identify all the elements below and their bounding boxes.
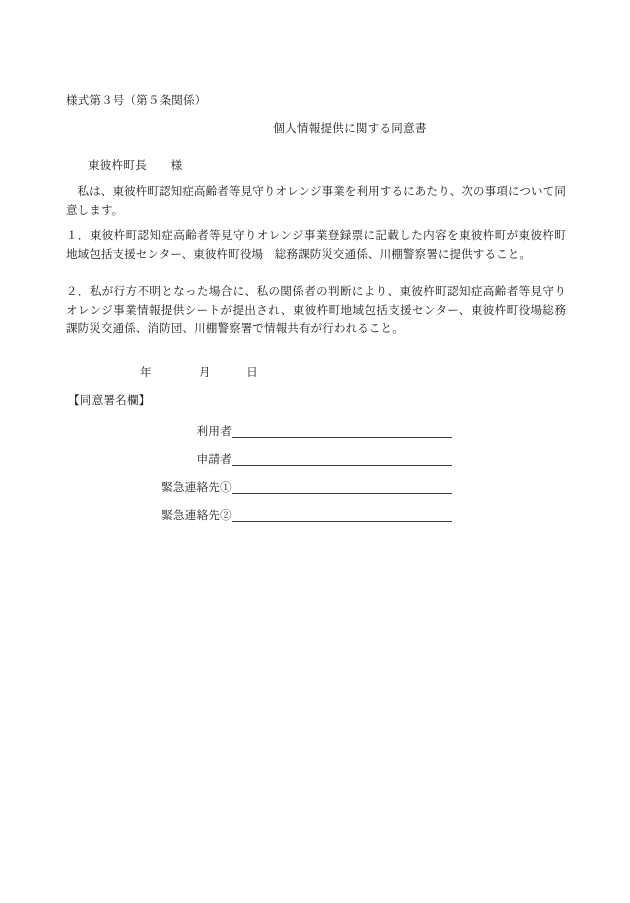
signature-row-applicant [0, 440, 630, 468]
signature-row-emergency-contact-1 [0, 468, 630, 496]
signature-write-line-applicant[interactable] [232, 464, 452, 466]
intro-paragraph: 私は、東彼杵町認知症高齢者等見守りオレンジ事業を利用するにあたり、次の事項について同意します。 [66, 184, 566, 217]
signature-field-list [0, 412, 630, 524]
signature-write-line-emergency-contact-1[interactable] [232, 492, 452, 494]
signature-label-applicant: 申請者 [196, 452, 232, 467]
date-line: 年 月 日 [140, 365, 258, 379]
addressee-line: 東彼杵町長 様 [88, 158, 183, 172]
signature-section-heading: 【同意署名欄】 [68, 393, 151, 407]
clause-item-2: ２．私が行方不明となった場合に、私の関係者の判断により、東彼杵町認知症高齢者等見守りオレンジ事業情報提供シートが提出され、東彼杵町地域包括支援センター、東彼杵町役場総務課防災交通係、消防団、川棚警察署で情報共有が行われること。 [66, 284, 566, 335]
signature-row-user [0, 412, 630, 440]
signature-label-emergency-contact-2: 緊急連絡先② [161, 508, 232, 523]
clause-item-1: １．東彼杵町認知症高齢者等見守りオレンジ事業登録票に記載した内容を東彼杵町が東彼杵町地域包括支援センター、東彼杵町役場 総務課防災交通係、川棚警察署に提供すること。 [66, 228, 566, 261]
signature-row-emergency-contact-2 [0, 496, 630, 524]
form-number: 様式第３号（第５条関係） [66, 93, 207, 107]
document-title: 個人情報提供に関する同意書 [273, 121, 427, 135]
signature-write-line-emergency-contact-2[interactable] [232, 520, 452, 522]
signature-label-emergency-contact-1: 緊急連絡先① [161, 480, 232, 495]
signature-write-line-user[interactable] [232, 436, 452, 438]
signature-label-user: 利用者 [196, 424, 232, 439]
